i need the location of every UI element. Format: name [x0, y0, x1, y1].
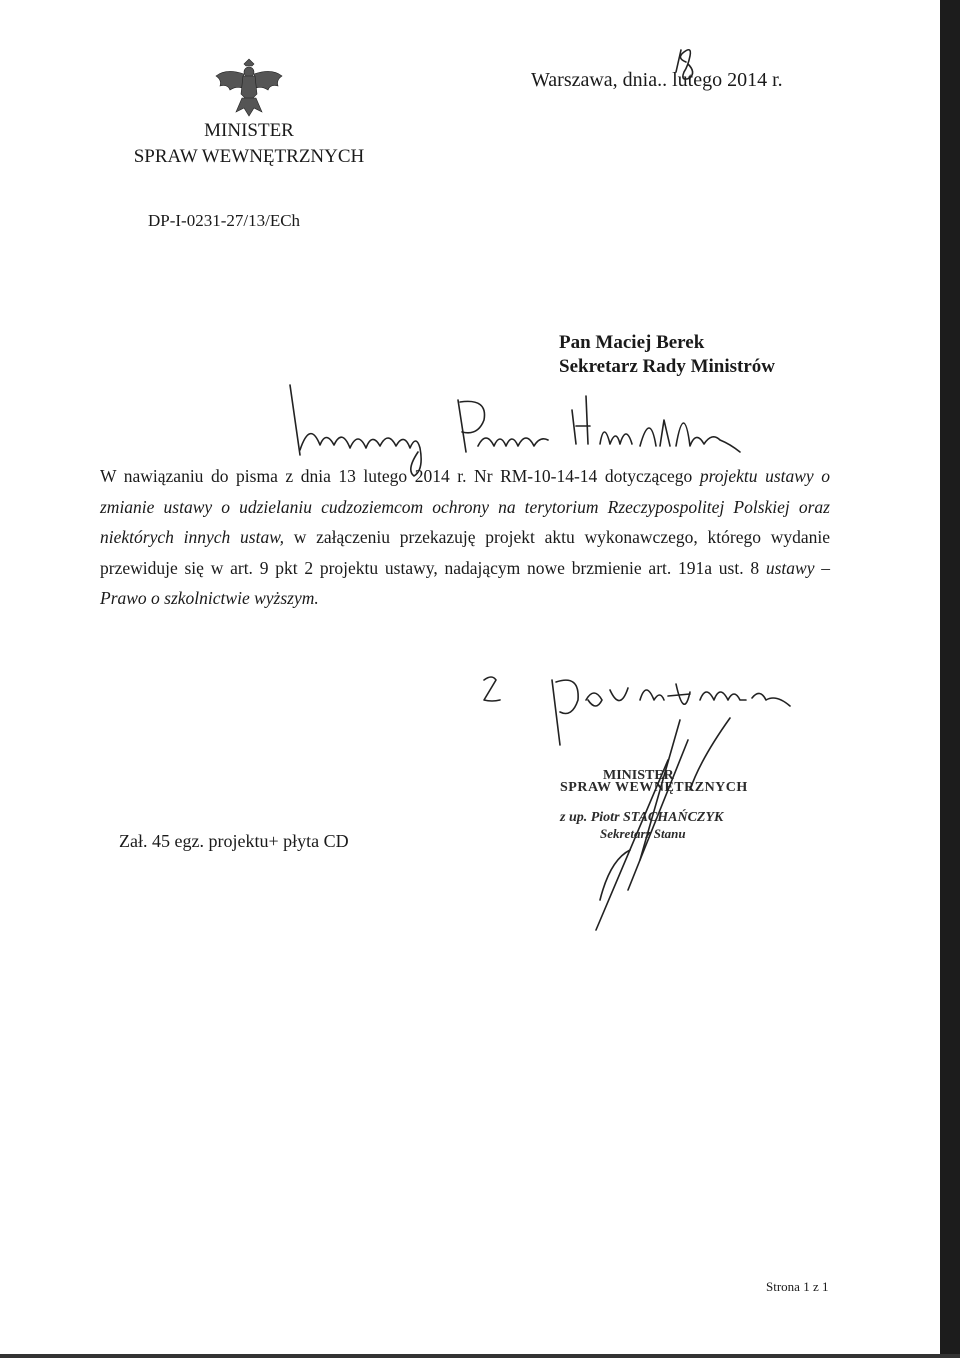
recipient-title: Sekretarz Rady Ministrów — [559, 356, 776, 377]
body-text-bill-title: projektu ustawy o zmianie ustawy o udzielaniu cudzoziemcom ochrony na terytorium Rzeczypospolitej Polskiej oraz niektórych innych ustaw, — [100, 466, 830, 547]
body-text-intro: W nawiązaniu do pisma z dnia 13 lutego 2014 r. Nr RM-10-14-14 dotyczącego — [100, 466, 700, 486]
ministry-title-line2: SPRAW WEWNĘTRZNYCH — [133, 146, 365, 167]
stamp-line3: z up. Piotr STACHAŃCZYK — [560, 810, 724, 825]
page-number: Strona 1 z 1 — [766, 1279, 829, 1294]
place-date-prefix: Warszawa, dnia — [531, 69, 658, 91]
ministry-title-line1: MINISTER — [204, 120, 294, 141]
stamp-line2: SPRAW WEWNĘTRZNYCH — [560, 780, 748, 795]
body-text-act-title: ustawy – Prawo o szkolnictwie wyższym. — [100, 557, 830, 608]
reference-number: DP-I-0231-27/13/ECh — [148, 211, 301, 230]
stamp-line4: Sekretarz Stanu — [600, 826, 686, 841]
eagle-emblem-icon — [214, 58, 284, 118]
body-text-main: w załączeniu przekazuję projekt aktu wykonawczego, którego wydanie przewiduje się w art. 9 pkt 2 projektu ustawy, nadającym nowe brzmienie art. 191a ust. 8 — [100, 527, 831, 578]
recipient-name: Pan Maciej Berek — [559, 332, 705, 353]
place-date-suffix: lutego 2014 r. — [667, 69, 783, 91]
scan-edge-bottom — [0, 1354, 960, 1358]
enclosure-note: Zał. 45 egz. projektu+ płyta CD — [119, 831, 349, 851]
place-date — [531, 69, 783, 92]
recipient-block — [559, 331, 775, 379]
letter-body — [100, 461, 830, 614]
handwritten-closing — [484, 677, 790, 745]
stamp-line1: MINISTER — [603, 768, 674, 783]
place-date-dots: .. — [657, 69, 668, 91]
scan-edge-right — [940, 0, 960, 1358]
ministry-header — [127, 118, 371, 170]
